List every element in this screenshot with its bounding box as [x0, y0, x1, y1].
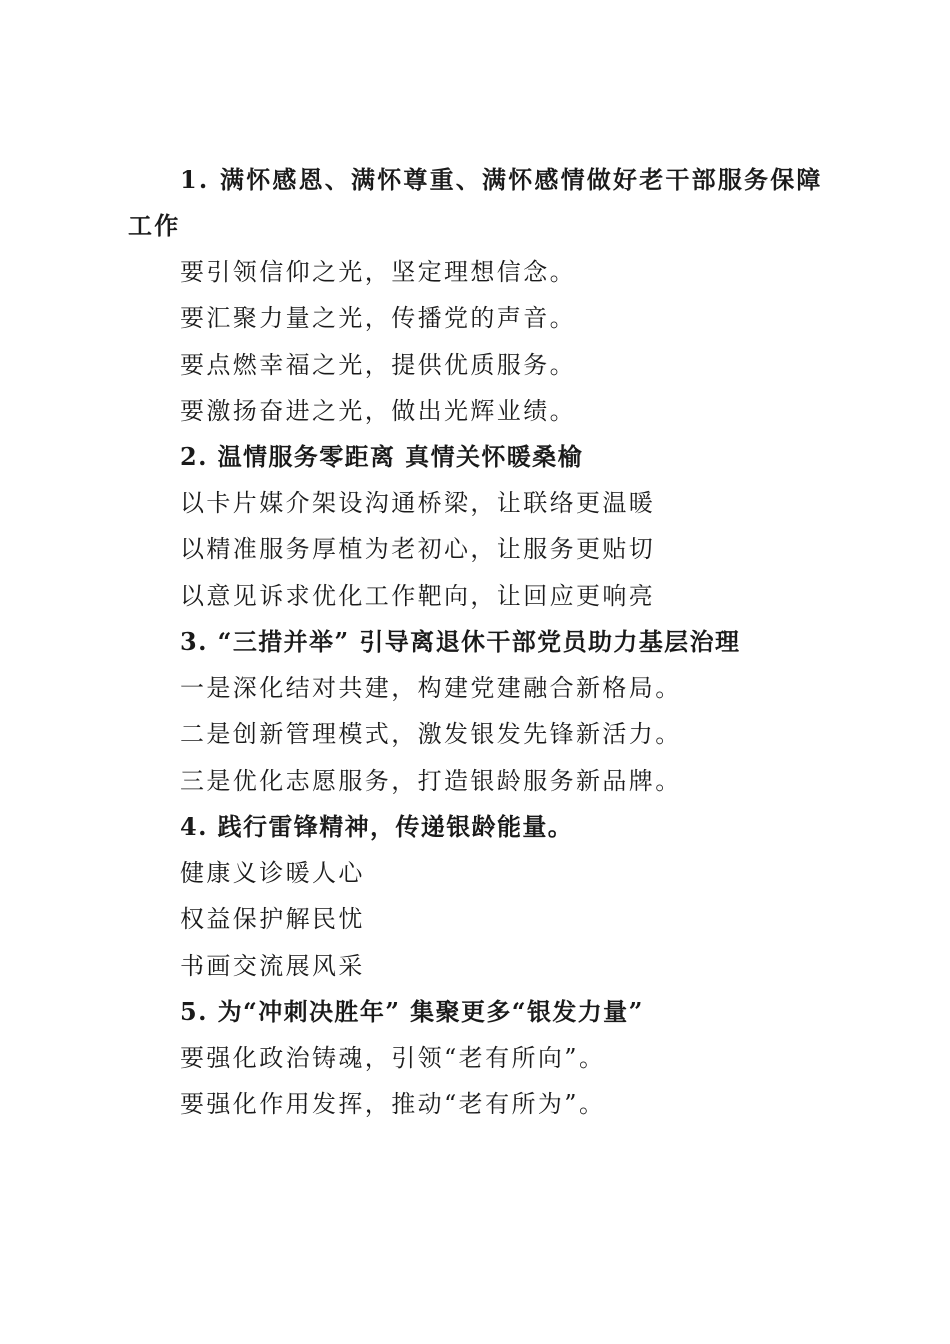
list-item: 要汇聚力量之光，传播党的声音。	[180, 304, 576, 333]
list-item: 健康义诊暖人心	[180, 858, 365, 887]
list-item: 要强化作用发挥，推动“老有所为”。	[180, 1090, 606, 1119]
list-item: 权益保护解民忧	[180, 905, 365, 934]
section-3	[128, 619, 838, 804]
section-heading: 1. 满怀感恩、满怀尊重、满怀感情做好老干部服务保障工作	[128, 165, 823, 240]
section-4	[128, 804, 838, 989]
section-5	[128, 989, 838, 1128]
list-item: 要强化政治铸魂，引领“老有所向”。	[180, 1043, 606, 1072]
section-heading: 5. 为“冲刺决胜年” 集聚更多“银发力量”	[180, 996, 644, 1026]
list-item: 三是优化志愿服务，打造银龄服务新品牌。	[180, 766, 682, 795]
list-item: 二是创新管理模式，激发银发先锋新活力。	[180, 720, 682, 749]
list-item: 要激扬奋进之光，做出光辉业绩。	[180, 396, 576, 425]
section-2	[128, 434, 838, 619]
list-item: 一是深化结对共建，构建党建融合新格局。	[180, 674, 682, 703]
list-item: 要引领信仰之光，坚定理想信念。	[180, 258, 576, 286]
section-heading: 4. 践行雷锋精神，传递银龄能量。	[180, 811, 574, 841]
list-item: 书画交流展风采	[180, 951, 365, 980]
section-heading: 2. 温情服务零距离 真情关怀暖桑榆	[180, 442, 583, 472]
section-1	[128, 157, 838, 434]
list-item: 以精准服务厚植为老初心，让服务更贴切	[180, 535, 656, 564]
list-item: 要点燃幸福之光，提供优质服务。	[180, 350, 576, 379]
document-body	[128, 157, 838, 1127]
list-item: 以意见诉求优化工作靶向，让回应更响亮	[180, 581, 656, 610]
list-item: 以卡片媒介架设沟通桥梁，让联络更温暖	[180, 489, 656, 518]
section-heading: 3. “三措并举” 引导离退休干部党员助力基层治理	[180, 627, 741, 657]
